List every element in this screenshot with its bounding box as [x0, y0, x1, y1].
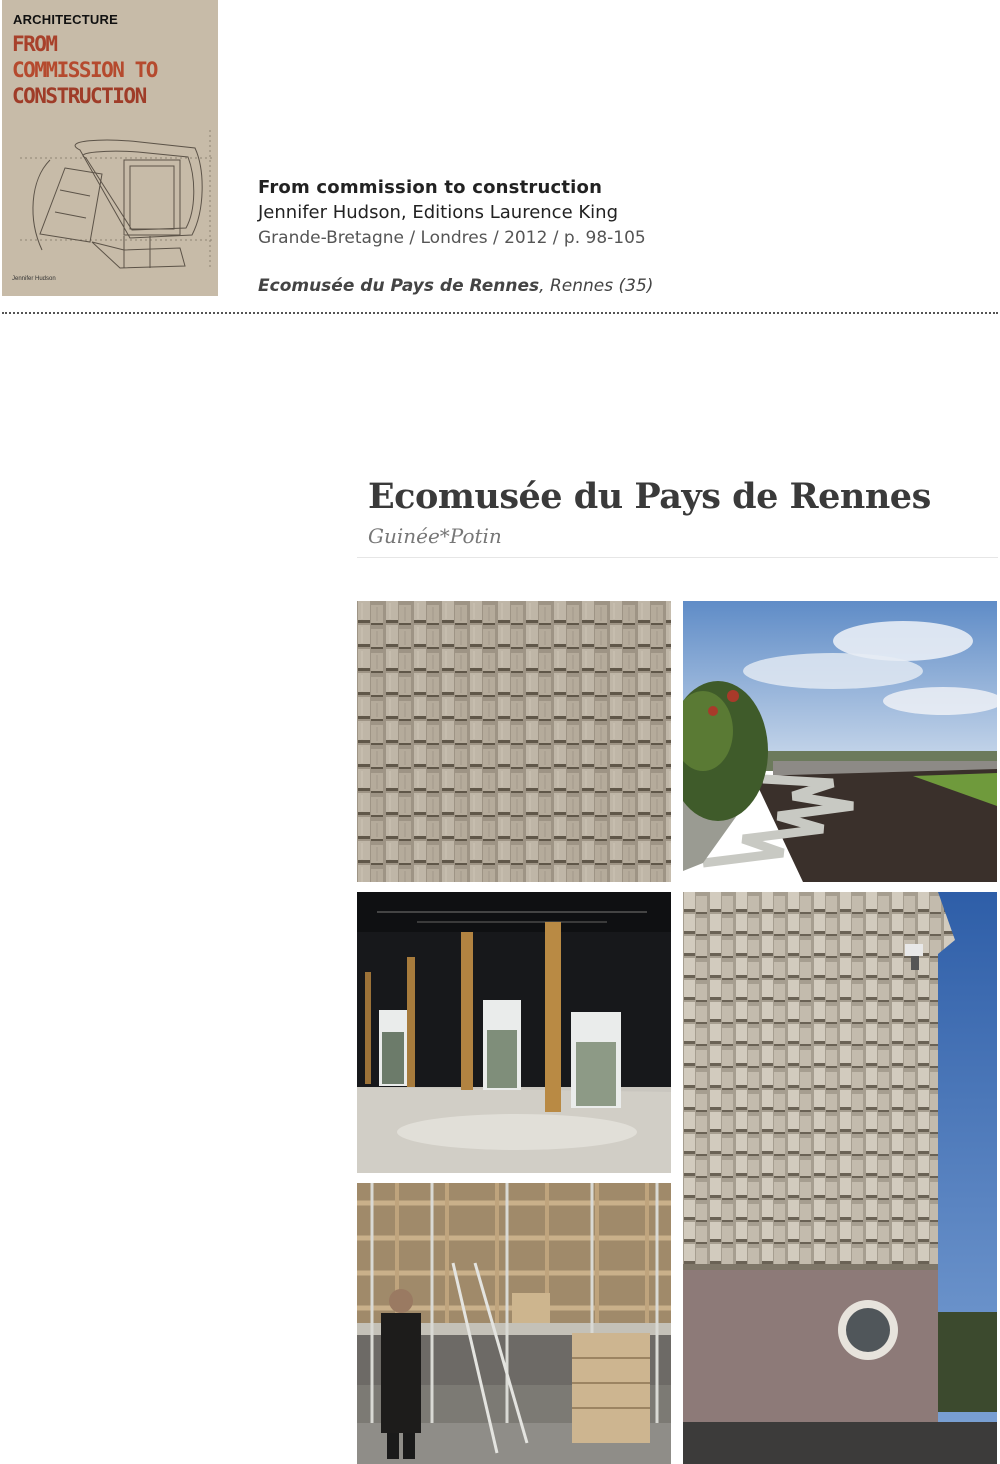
project-architects: Guinée*Potin	[368, 524, 502, 548]
citation-project-name: Ecomusée du Pays de Rennes	[258, 276, 540, 296]
citation-meta: Grande-Bretagne / Londres / 2012 / p. 98-105	[258, 228, 646, 248]
book-cover	[2, 0, 218, 296]
citation-title: From commission to construction	[258, 177, 603, 198]
cover-title-line-1: FROM	[12, 32, 57, 56]
cover-title-line-2: COMMISSION TO	[12, 58, 157, 82]
cover-floor-plan-drawing	[20, 130, 215, 270]
cover-title-line-3: CONSTRUCTION	[12, 84, 146, 108]
photo-shingled-facade	[683, 892, 997, 1464]
photo-scaffolding-presentation	[357, 1183, 671, 1464]
photo-wood-shingles	[357, 601, 671, 882]
project-title: Ecomusée du Pays de Rennes	[368, 476, 931, 517]
cover-author: Jennifer Hudson	[12, 276, 56, 282]
citation-author: Jennifer Hudson, Editions Laurence King	[258, 202, 619, 223]
dotted-separator	[2, 312, 998, 314]
cover-title	[12, 31, 217, 109]
cover-eyebrow: ARCHITECTURE	[13, 12, 118, 27]
citation-project	[258, 276, 653, 296]
heading-rule	[357, 557, 998, 558]
photo-interior-hall	[357, 892, 671, 1173]
photo-roof-terrace	[683, 601, 997, 882]
citation-project-location: , Rennes (35)	[539, 276, 654, 296]
citation-block	[258, 176, 646, 250]
